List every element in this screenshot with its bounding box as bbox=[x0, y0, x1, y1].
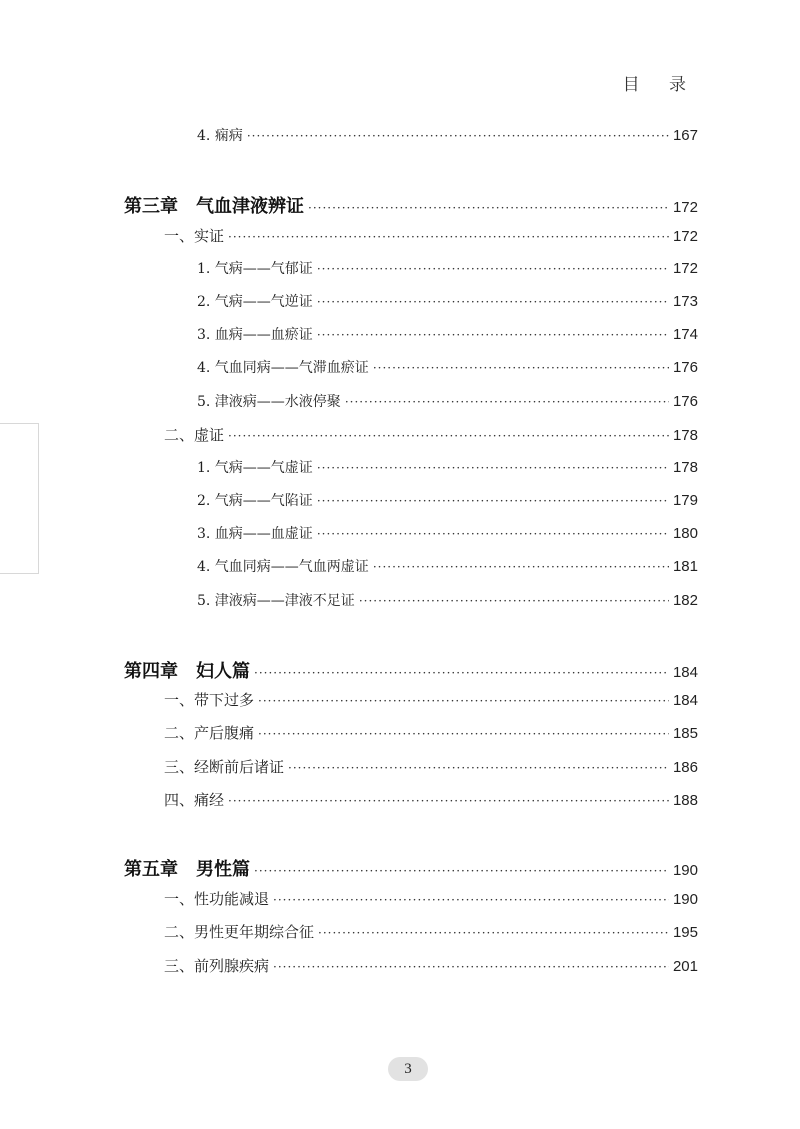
toc-entry-page: 185 bbox=[672, 725, 698, 742]
toc-entry-label: 4. 气血同病——气血两虚证 bbox=[197, 559, 369, 575]
dot-leader bbox=[317, 295, 669, 309]
toc-entry-page: 173 bbox=[672, 293, 698, 310]
toc-entry-page: 167 bbox=[672, 127, 698, 144]
toc-entry[interactable] bbox=[197, 291, 698, 315]
toc-section-label: 一、实证 bbox=[164, 227, 225, 245]
toc-entry-page: 179 bbox=[672, 492, 698, 509]
page-number-badge: 3 bbox=[388, 1057, 428, 1081]
toc-entry[interactable] bbox=[197, 457, 698, 481]
dot-leader bbox=[228, 230, 669, 244]
toc-section-label: 一、性功能减退 bbox=[164, 890, 270, 908]
toc-entry-page: 195 bbox=[672, 924, 698, 941]
toc-section-label: 二、虚证 bbox=[164, 426, 225, 444]
toc-entry-page: 176 bbox=[672, 393, 698, 410]
toc-section-label: 二、男性更年期综合征 bbox=[164, 923, 315, 941]
toc-entry[interactable] bbox=[197, 490, 698, 514]
toc-entry[interactable] bbox=[197, 556, 698, 580]
toc-section[interactable] bbox=[164, 955, 698, 979]
dot-leader bbox=[317, 262, 669, 276]
dot-leader bbox=[318, 926, 669, 940]
toc-entry[interactable] bbox=[197, 125, 698, 149]
dot-leader bbox=[345, 395, 669, 409]
toc-entry[interactable] bbox=[197, 391, 698, 415]
dot-leader bbox=[373, 361, 669, 375]
dot-leader bbox=[288, 761, 669, 775]
toc-entry-label: 3. 血病——血虚证 bbox=[197, 526, 313, 542]
toc-entry-page: 184 bbox=[672, 664, 698, 681]
toc-entry-page: 178 bbox=[672, 427, 698, 444]
toc-section[interactable] bbox=[164, 756, 698, 780]
toc-entry-label: 4. 痫病 bbox=[197, 128, 243, 144]
toc-entry-label: 5. 津液病——津液不足证 bbox=[197, 593, 355, 609]
dot-leader bbox=[317, 494, 669, 508]
dot-leader bbox=[317, 328, 669, 342]
toc-entry-page: 176 bbox=[672, 359, 698, 376]
dot-leader bbox=[258, 694, 669, 708]
toc-section[interactable] bbox=[164, 789, 698, 813]
toc-section[interactable] bbox=[164, 424, 698, 448]
toc-entry-page: 190 bbox=[672, 891, 698, 908]
toc-entry-label: 5. 津液病——水液停聚 bbox=[197, 394, 341, 410]
toc-entry[interactable] bbox=[197, 523, 698, 547]
toc-entry-page: 190 bbox=[672, 862, 698, 879]
dot-leader bbox=[308, 201, 669, 215]
toc-section[interactable] bbox=[164, 888, 698, 912]
toc-entry-page: 172 bbox=[672, 228, 698, 245]
toc-entry[interactable] bbox=[197, 357, 698, 381]
running-header-title: 目 录 bbox=[622, 75, 698, 95]
toc-entry[interactable] bbox=[197, 590, 698, 614]
toc-entry-label: 1. 气病——气虚证 bbox=[197, 460, 313, 476]
dot-leader bbox=[228, 794, 669, 808]
toc-entry-page: 181 bbox=[672, 558, 698, 575]
toc-entry-page: 186 bbox=[672, 759, 698, 776]
dot-leader bbox=[273, 960, 669, 974]
toc-chapter[interactable] bbox=[124, 192, 698, 216]
toc-entry-page: 180 bbox=[672, 525, 698, 542]
toc-entry-label: 1. 气病——气郁证 bbox=[197, 261, 313, 277]
toc-section[interactable] bbox=[164, 921, 698, 945]
dot-leader bbox=[254, 864, 669, 878]
toc-section[interactable] bbox=[164, 225, 698, 249]
toc-entry-label: 3. 血病——血瘀证 bbox=[197, 327, 313, 343]
toc-entry[interactable] bbox=[197, 324, 698, 348]
toc-section[interactable] bbox=[164, 722, 698, 746]
toc-section-label: 四、痛经 bbox=[164, 791, 225, 809]
dot-leader bbox=[373, 560, 669, 574]
toc-section-label: 一、带下过多 bbox=[164, 691, 255, 709]
dot-leader bbox=[359, 594, 669, 608]
dot-leader bbox=[273, 893, 669, 907]
dot-leader bbox=[228, 429, 669, 443]
toc-entry-page: 174 bbox=[672, 326, 698, 343]
toc-entry-page: 188 bbox=[672, 792, 698, 809]
toc-chapter[interactable] bbox=[124, 855, 698, 879]
toc-chapter-title: 第三章 气血津液辨证 bbox=[124, 196, 304, 217]
toc-entry-label: 4. 气血同病——气滞血瘀证 bbox=[197, 360, 369, 376]
toc-entry-page: 172 bbox=[672, 199, 698, 216]
toc-section[interactable] bbox=[164, 689, 698, 713]
toc-section-label: 三、经断前后诸证 bbox=[164, 758, 285, 776]
toc-section-label: 二、产后腹痛 bbox=[164, 724, 255, 742]
dot-leader bbox=[254, 666, 669, 680]
toc-chapter-title: 第四章 妇人篇 bbox=[124, 661, 250, 682]
toc-entry-page: 172 bbox=[672, 260, 698, 277]
toc-entry-page: 178 bbox=[672, 459, 698, 476]
toc-entry-label: 2. 气病——气逆证 bbox=[197, 294, 313, 310]
toc-entry-page: 184 bbox=[672, 692, 698, 709]
toc-entry-label: 2. 气病——气陷证 bbox=[197, 493, 313, 509]
toc-chapter-title: 第五章 男性篇 bbox=[124, 859, 250, 880]
dot-leader bbox=[247, 129, 669, 143]
toc-entry-page: 182 bbox=[672, 592, 698, 609]
toc-entry[interactable] bbox=[197, 258, 698, 282]
dot-leader bbox=[317, 461, 669, 475]
toc-chapter[interactable] bbox=[124, 657, 698, 681]
dot-leader bbox=[317, 527, 669, 541]
dot-leader bbox=[258, 727, 669, 741]
toc-section-label: 三、前列腺疾病 bbox=[164, 957, 270, 975]
toc-entry-page: 201 bbox=[672, 958, 698, 975]
